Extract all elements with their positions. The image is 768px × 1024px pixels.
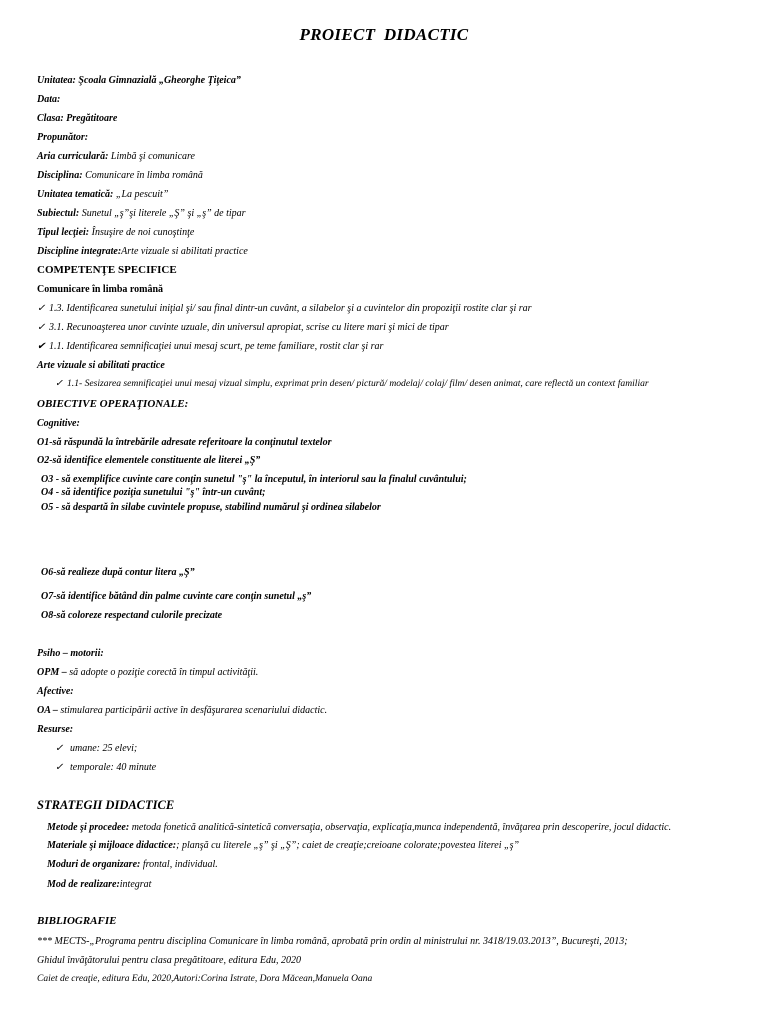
objective-item: O6-să realieze după contur litera „Ş” [41, 567, 195, 578]
strategie-row [47, 822, 671, 834]
field-label: Clasa: [37, 113, 64, 124]
objective-item: O5 - să despartă în silabe cuvintele propuse, stabilind numărul şi ordinea silabelor [41, 502, 381, 513]
cognitive-label: Cognitive: [37, 418, 80, 429]
objective-item: O7-să identifice bătând din palme cuvinte care conţin sunetul „ş” [41, 591, 312, 602]
field-subiectul [37, 208, 246, 220]
competenta-text: 1.1. Identificarea semnificaţiei unui mesaj scurt, pe teme familiare, rostit clar şi rar [49, 341, 384, 352]
field-label: Aria curriculară: [37, 151, 109, 162]
strategie-label: Moduri de organizare: [47, 859, 141, 870]
field-value: Limbă şi comunicare [108, 151, 195, 162]
strategie-label: Mod de realizare: [47, 879, 120, 890]
obiective-heading: OBIECTIVE OPERAŢIONALE: [37, 398, 189, 410]
field-value: Arte vizuale si abilitati practice [121, 246, 248, 257]
objective-item: O1-să răspundă la întrebările adresate referitoare la conţinutul textelor [37, 437, 332, 448]
field-label: Disciplina: [37, 170, 83, 181]
field-label: Unitatea: [37, 75, 76, 86]
strategie-value: frontal, individual. [140, 859, 218, 870]
objective-item: O2-să identifice elementele constituente ale literei „Ş” [37, 455, 261, 466]
afective-label: Afective: [37, 686, 74, 697]
psiho-motorii-label: Psiho – motorii: [37, 648, 104, 659]
document-title: PROIECT DIDACTIC [299, 25, 469, 44]
strategie-row [47, 879, 151, 891]
objective-item: O4 - să identifice poziţia sunetului "ş" într-un cuvânt; [41, 487, 266, 498]
field-value: Pregătitoare [63, 113, 118, 124]
strategie-value: integrat [119, 879, 152, 890]
field-value: Sunetul „ş”şi literele „Ş” şi „ş” de tipar [79, 208, 246, 219]
opm-label: OPM – [37, 667, 67, 678]
check-mark-icon: ✓ [55, 743, 64, 754]
strategie-value: metoda fonetică analitică-sintetică conversaţia, observaţia, explicaţia,munca independentă, învăţarea prin descoperire, jocul didactic. [129, 822, 672, 833]
opm-text: să adopte o poziţie corectă în timpul activităţii. [66, 667, 259, 678]
strategie-value: ; planşă cu literele „ş” şi „Ş”; caiet de creaţie;creioane colorate;povestea literei „ş” [176, 840, 520, 851]
competente-subheading: Comunicare în limba română [37, 284, 164, 295]
bibliografie-item: *** MECTS-„Programa pentru disciplina Comunicare în limba română, aprobată prin ordin al ministrului nr. 3418/19.03.2013”, Bucureşti, 2013; [37, 936, 628, 947]
field-propunator [37, 132, 88, 144]
field-label: Discipline integrate: [37, 246, 122, 257]
competente-heading: COMPETENŢE SPECIFICE [37, 264, 177, 276]
bibliografie-heading: BIBLIOGRAFIE [37, 915, 117, 927]
field-label: Unitatea tematică: [37, 189, 114, 200]
bibliografie-item: Ghidul învăţătorului pentru clasa pregătitoare, editura Edu, 2020 [37, 955, 301, 966]
strategie-label: Metode şi procedee: [47, 822, 130, 833]
strategie-row [47, 859, 218, 871]
objective-item: O3 - să exemplifice cuvinte care conţin sunetul "ş" la începutul, în interiorul sau la finalul cuvântului; [41, 474, 467, 485]
field-tipul-lectiei [37, 227, 194, 239]
field-value: Însuşire de noi cunoştinţe [89, 227, 195, 238]
field-unitatea-tematica [37, 189, 168, 201]
field-disciplina [37, 170, 203, 182]
check-mark-icon: ✔ [37, 341, 46, 352]
field-discipline-integrate [37, 246, 248, 258]
field-value: Şcoala Gimnazială „Gheorghe Ţiţeica” [75, 75, 241, 86]
field-label: Propunător: [37, 132, 89, 143]
resursa-text: umane: 25 elevi; [70, 743, 138, 754]
field-aria-curriculara [37, 151, 195, 163]
check-mark-icon: ✓ [37, 303, 46, 314]
strategii-heading: STRATEGII DIDACTICE [37, 798, 175, 812]
check-mark-icon: ✓ [55, 762, 64, 773]
strategie-row [47, 840, 519, 852]
competenta-item [55, 378, 649, 390]
strategie-label: Materiale şi mijloace didactice: [47, 840, 177, 851]
resursa-item [55, 743, 137, 755]
bibliografie-item: Caiet de creaţie, editura Edu, 2020,Autori:Corina Istrate, Dora Măcean,Manuela Oana [37, 974, 373, 984]
competenta-item [37, 303, 532, 315]
opm-row [37, 667, 258, 679]
field-unitatea [37, 75, 241, 87]
resurse-label: Resurse: [37, 724, 74, 735]
objective-item: O8-să coloreze respectand culorile precizate [41, 610, 223, 621]
competenta-text: 3.1. Recunoaşterea unor cuvinte uzuale, din universul apropiat, scrise cu litere mari şi mici de tipar [49, 322, 449, 333]
field-value: Comunicare în limba română [82, 170, 203, 181]
field-data [37, 94, 60, 106]
field-value: „La pescuit” [113, 189, 169, 200]
check-mark-icon: ✓ [55, 378, 64, 389]
resursa-item [55, 762, 156, 774]
competenta-text: 1.3. Identificarea sunetului iniţial şi/ sau final dintr-un cuvânt, a silabelor şi a cuvintelor din propoziţii rostite clar şi rar [49, 303, 532, 314]
oa-text: stimularea participării active în desfăşurarea scenariului didactic. [57, 705, 328, 716]
field-label: Data: [37, 94, 61, 105]
oa-label: OA – [37, 705, 58, 716]
competenta-item [37, 341, 383, 353]
field-label: Tipul lecţiei: [37, 227, 90, 238]
resursa-text: temporale: 40 minute [70, 762, 157, 773]
oa-row [37, 705, 327, 717]
field-label: Subiectul: [37, 208, 80, 219]
field-clasa [37, 113, 117, 125]
check-mark-icon: ✓ [37, 322, 46, 333]
competente-subheading-arte: Arte vizuale si abilitati practice [37, 360, 165, 371]
competenta-text: 1.1- Sesizarea semnificaţiei unui mesaj vizual simplu, exprimat prin desen/ pictură/ modelaj/ colaj/ film/ desen animat, care reflectă un context familiar [67, 378, 649, 389]
competenta-item [37, 322, 449, 334]
